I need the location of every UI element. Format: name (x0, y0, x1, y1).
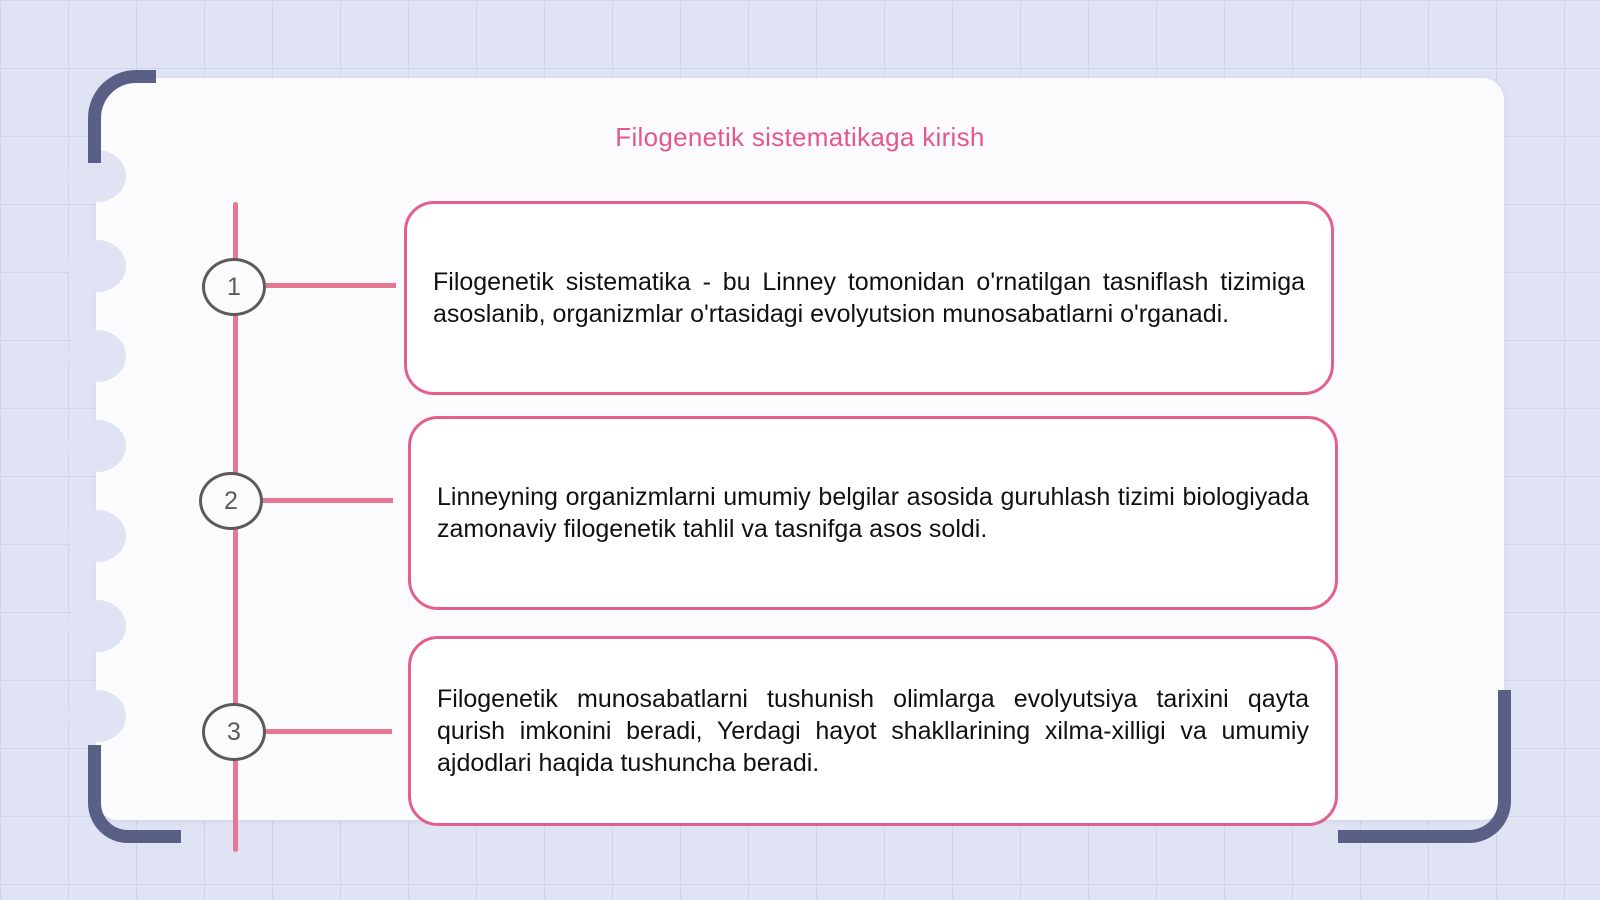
step-2-text: Linneyning organizmlarni umumiy belgilar asosida guruhlash tizimi biologiyada zamonaviy filogenetik tahlil va tasnifga asos soldi. (437, 483, 1309, 543)
step-1-card (404, 201, 1334, 395)
frame-corner-bottom-right (1338, 690, 1511, 843)
step-3-number-badge: 3 (202, 703, 266, 761)
step-1-text: Filogenetik sistematika - bu Linney tomonidan o'rnatilgan tasniflash tizimiga asoslanib, organizmlar o'rtasidagi evolyutsion munosabatlarni o'rganadi. (433, 268, 1305, 328)
paper-notch (68, 690, 126, 742)
step-3-connector (266, 729, 392, 734)
step-3-text: Filogenetik munosabatlarni tushunish olimlarga evolyutsiya tarixini qayta qurish imkonini beradi, Yerdagi hayot shakllarining xilma-xilligi va umumiy ajdodlari haqida tushuncha beradi. (437, 685, 1309, 777)
step-1-connector (266, 283, 396, 288)
frame-corner-bottom-left (88, 745, 181, 843)
step-2-connector (263, 498, 393, 503)
paper-notch (68, 420, 126, 472)
step-3-card (408, 636, 1338, 826)
step-2-number-badge: 2 (199, 472, 263, 530)
paper-notch (68, 510, 126, 562)
paper-notch (68, 330, 126, 382)
paper-notch (68, 240, 126, 292)
slide-title: Filogenetik sistematikaga kirish (615, 122, 985, 152)
step-1-number-badge: 1 (202, 258, 266, 316)
step-2-card (408, 416, 1338, 610)
paper-notch (68, 600, 126, 652)
